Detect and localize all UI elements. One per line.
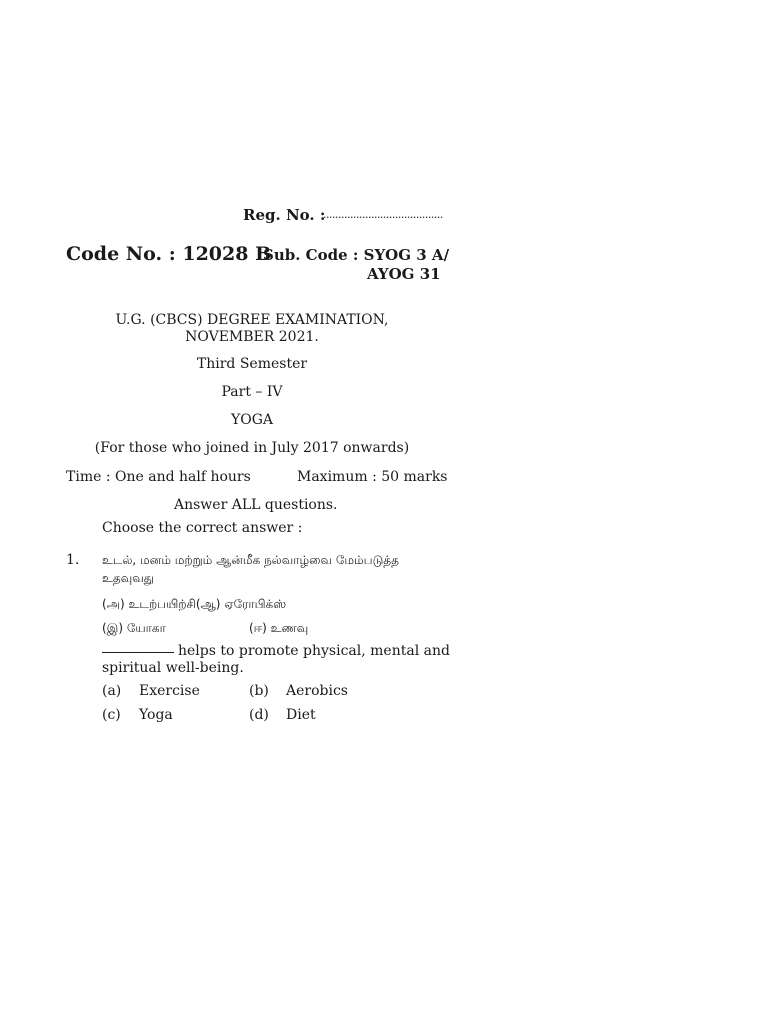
choose-instruction: Choose the correct answer : [102,520,303,536]
option-d-label: (d) [249,707,269,723]
reg-no-label: Reg. No. : [243,206,326,224]
joined-note: (For those who joined in July 2017 onwards) [94,440,410,456]
tamil-question-line-2: உதவுவது [102,571,155,585]
tamil-option-d: (ஈ) உணவு [249,621,309,635]
answer-blank-line [102,652,174,653]
exam-title-line-2: NOVEMBER 2021. [185,329,319,345]
exam-title-line-1: U.G. (CBCS) DEGREE EXAMINATION, [115,312,389,328]
question-number: 1. [66,552,80,568]
option-a-label: (a) [102,683,122,699]
sub-code-line-2: AYOG 31 [367,265,441,283]
tamil-options-a-b: (அ) உடற்பயிற்சி(ஆ) ஏரோபிக்ஸ் [102,597,287,611]
option-c-label: (c) [102,707,121,723]
exam-time: Time : One and half hours [66,469,251,485]
tamil-option-c: (இ) யோகா [102,621,166,635]
option-d-text: Diet [286,707,316,723]
option-a-text: Exercise [139,683,200,699]
instruction: Answer ALL questions. [174,497,338,513]
option-b-text: Aerobics [286,683,348,699]
option-b-label: (b) [249,683,269,699]
part: Part – IV [221,384,283,400]
reg-no-blank: ........................................ [323,208,443,221]
option-c-text: Yoga [139,707,173,723]
exam-title [66,312,438,346]
english-question-line-2: spiritual well-being. [102,660,244,676]
english-question-line-1: helps to promote physical, mental and [178,643,450,659]
subject: YOGA [230,412,273,428]
semester: Third Semester [196,356,308,372]
max-marks: Maximum : 50 marks [297,469,448,485]
sub-code-line-1: Sub. Code : SYOG 3 A/ [263,246,450,264]
tamil-question-line-1: உடல், மனம் மற்றும் ஆன்மீக நல்வாழ்வை மேம்படுத்த [102,553,399,567]
code-number: Code No. : 12028 B [66,243,272,265]
